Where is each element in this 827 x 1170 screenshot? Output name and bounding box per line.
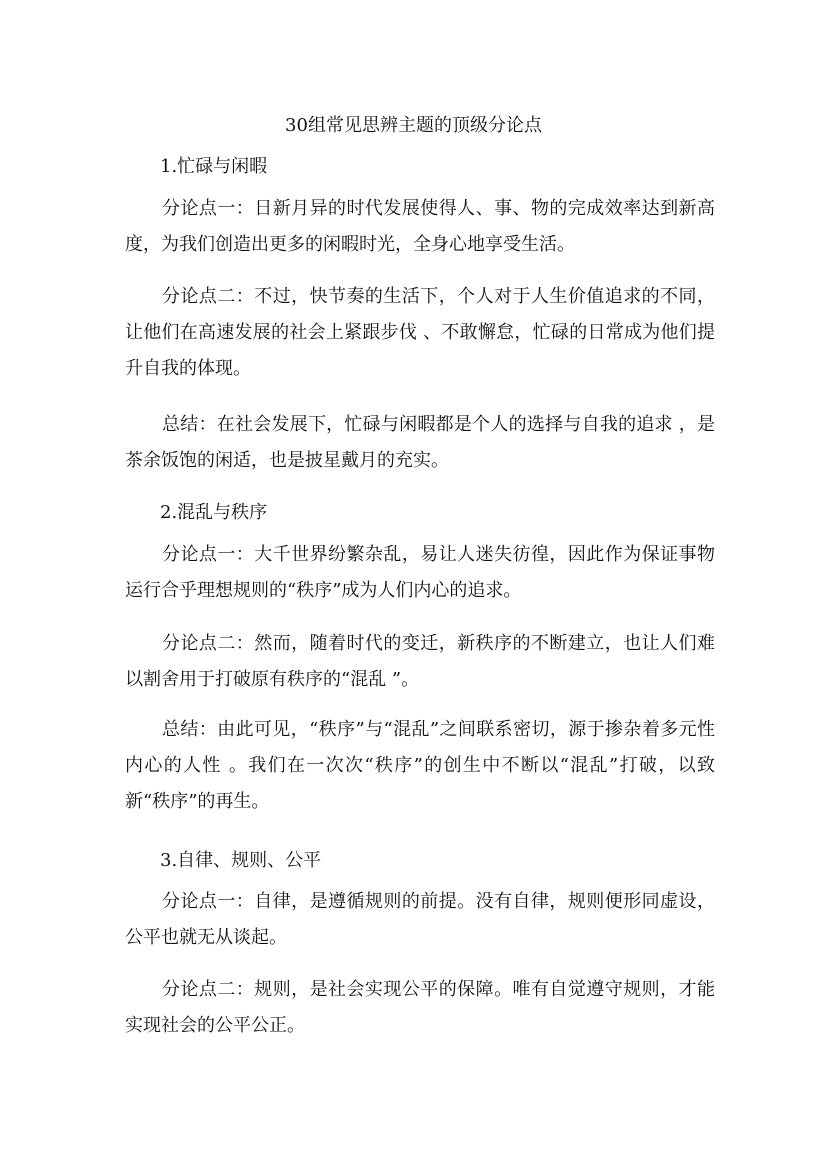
- section-heading-3: 3.自律、规则、公平: [160, 850, 322, 871]
- section-1-summary: 总结：在社会发展下，忙碌与闲暇都是个人的选择与自我的追求 ，是茶余饭饱的闲适，也是披星戴月的充实。: [125, 414, 715, 471]
- section-1-paragraph-2: 分论点二：不过，快节奏的生活下，个人对于人生价值追求的不同，让他们在高速发展的社会上紧跟步伐 、不敢懈怠，忙碌的日常成为他们提升自我的体现。: [125, 286, 715, 379]
- section-heading-2: 2.混乱与秩序: [160, 502, 268, 523]
- section-3-paragraph-1: 分论点一：自律，是遵循规则的前提。没有自律，规则便形同虚设，公平也就无从谈起。: [125, 891, 715, 948]
- section-2-summary: 总结：由此可见，“秩序”与“混乱”之间联系密切，源于掺杂着多元性内心的人性 。我们在一次次“秩序”的创生中不断以“混乱”打破，以致新“秩序”的再生。: [125, 719, 715, 812]
- section-heading-1: 1.忙碌与闲暇: [160, 156, 268, 177]
- section-2-paragraph-1: 分论点一：大千世界纷繁杂乱，易让人迷失彷徨，因此作为保证事物运行合乎理想规则的“秩序”成为人们内心的追求。: [125, 544, 715, 601]
- document-title: 30组常见思辨主题的顶级分论点: [285, 115, 542, 136]
- section-1-paragraph-1: 分论点一：日新月异的时代发展使得人、事、物的完成效率达到新高度，为我们创造出更多的闲暇时光，全身心地享受生活。: [125, 198, 715, 255]
- section-2-paragraph-2: 分论点二：然而，随着时代的变迁，新秩序的不断建立，也让人们难以割舍用于打破原有秩序的“混乱 ”。: [125, 633, 715, 690]
- section-3-paragraph-2: 分论点二：规则，是社会实现公平的保障。唯有自觉遵守规则，才能实现社会的公平公正。: [125, 979, 715, 1036]
